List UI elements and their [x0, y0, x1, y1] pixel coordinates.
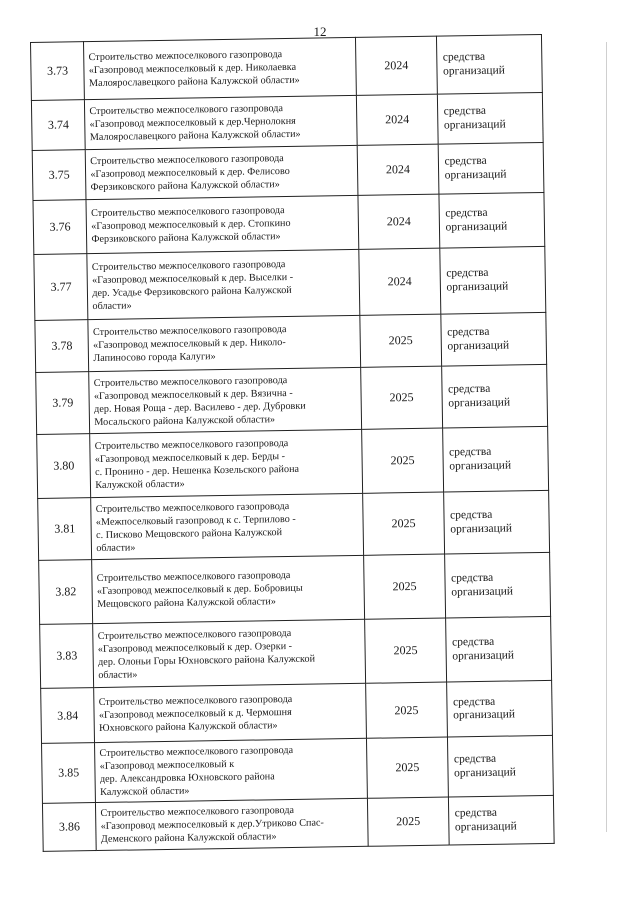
row-year: 2025 [361, 366, 442, 429]
description-line: «Межпоселковый газопровод к с. Терпилово - [95, 513, 296, 528]
funding-source-line: средства [446, 266, 489, 280]
table-row [31, 34, 543, 100]
funding-source-line: средства [449, 508, 493, 522]
funding-source-line: организаций [451, 584, 514, 598]
description-line: «Газопровод межпоселковый к дер. Вязична - [93, 387, 293, 402]
row-number: 3.73 [31, 42, 85, 101]
row-number: 3.82 [39, 560, 93, 625]
description-line: Строительство межпоселкового газопровода [98, 693, 293, 708]
row-year: 2024 [356, 36, 437, 95]
row-description [86, 195, 359, 253]
row-number: 3.85 [42, 743, 96, 804]
description-line: дер. Олоньи Горы Юхновского района Калужской [97, 653, 316, 668]
description-line: Строительство межпоселкового газопровода [90, 153, 284, 168]
funding-source-line: средства [454, 806, 498, 820]
row-description [87, 249, 360, 319]
funding-source-line: организаций [446, 280, 509, 293]
funding-source-line: средства [445, 206, 488, 220]
description-line: «Газопровод межпоселковый к дер.Чернолокня [89, 115, 296, 131]
row-description [86, 145, 359, 199]
row-funding-source [436, 34, 542, 94]
description-line: Строительство межпоселкового газопровода [90, 205, 285, 220]
row-funding-source [446, 680, 552, 737]
row-description [90, 429, 363, 497]
row-description [93, 619, 366, 687]
description-line: Калужской области» [95, 478, 185, 491]
description-line: Строительство межпоселкового газопровода [94, 437, 289, 452]
table-row [38, 490, 550, 560]
description-line: «Газопровод межпоселковый к д. Чермошня [98, 706, 292, 721]
description-line: с. Пронино - дер. Нешенка Козельского района [95, 463, 300, 478]
row-number: 3.77 [34, 254, 88, 321]
row-number: 3.79 [36, 372, 90, 435]
description-line: Строительство межпоселкового газопровода [89, 103, 284, 118]
row-funding-source [444, 552, 550, 618]
table-row [34, 246, 546, 320]
row-funding-source [440, 312, 546, 366]
funding-source-line: средства [450, 571, 494, 585]
row-funding-source [445, 616, 551, 682]
funding-source-line: организаций [453, 708, 516, 722]
table-row [41, 680, 553, 743]
funding-source-line: средства [444, 154, 487, 168]
description-line: Строительство межпоселкового газопровода [100, 804, 295, 819]
table-row [36, 364, 548, 434]
row-description [95, 738, 368, 802]
row-year: 2025 [360, 314, 441, 367]
description-line: области» [96, 541, 136, 554]
description-line: «Газопровод межпоселковый к дер. Фелисово [90, 165, 290, 181]
row-year: 2025 [362, 428, 443, 493]
description-line: Строительство межпоселкового газопровода [92, 324, 287, 339]
description-line: «Газопровод межпоселковый к дер.Утриково Спас- [100, 817, 324, 832]
funding-source-line: организаций [450, 521, 513, 535]
description-line: Мосальского района Калужской области» [94, 413, 276, 428]
row-funding-source [442, 426, 548, 492]
description-line: Лапиносово города Калуги» [93, 351, 216, 365]
row-number: 3.74 [31, 100, 85, 151]
row-description [85, 95, 358, 149]
table-row [42, 735, 554, 803]
funding-source-line: организаций [454, 819, 517, 833]
page-edge-line [606, 42, 607, 832]
funding-source-line: средства [443, 104, 486, 118]
table-row [42, 795, 554, 851]
description-line: Малоярославецкого района Калужской области» [89, 128, 301, 144]
description-line: «Газопровод межпоселковый к дер. Берды - [94, 450, 286, 465]
table-row [37, 426, 549, 498]
description-line: Мещовского района Калужской области» [97, 596, 277, 611]
description-line: Строительство межпоселкового газопровода [99, 744, 294, 759]
funding-source-line: организаций [447, 339, 510, 352]
description-line: Строительство межпоселкового газопровода [93, 374, 288, 389]
funding-source-line: средства [451, 635, 495, 649]
row-description [88, 315, 361, 371]
row-year: 2025 [368, 797, 449, 846]
description-line: «Газопровод межпоселковый к дер. Озерки - [97, 640, 293, 655]
row-year: 2024 [357, 94, 438, 145]
page-number: 12 [313, 24, 327, 39]
table-row [40, 616, 552, 688]
funding-source-line: организаций [448, 396, 511, 409]
row-year: 2025 [366, 682, 447, 738]
description-line: с. Писково Мещовского района Калужской [95, 526, 283, 541]
funding-source-line: организаций [445, 220, 508, 233]
row-year: 2025 [364, 554, 445, 619]
row-funding-source [441, 364, 547, 428]
funding-source-line: средства [448, 445, 492, 459]
funding-source-line: средства [447, 325, 490, 339]
description-line: Строительство межпоселкового газопровода [88, 49, 283, 64]
row-number: 3.84 [41, 688, 95, 744]
funding-source-line: средства [442, 50, 486, 64]
row-year: 2025 [363, 492, 444, 555]
funding-source-line: организаций [443, 64, 505, 78]
funding-source-line: организаций [454, 765, 516, 779]
funding-source-line: организаций [444, 168, 507, 182]
description-line: Ферзиковского района Калужской области» [90, 179, 280, 194]
row-funding-source [439, 246, 545, 314]
row-year: 2024 [357, 144, 438, 195]
description-line: Малоярославецкого района Калужской области» [88, 74, 300, 90]
row-description [94, 683, 367, 742]
table-row [33, 192, 545, 254]
description-line: Ферзиковского района Калужской области» [91, 231, 281, 246]
description-line: Деменского района Калужской области» [100, 831, 277, 845]
funding-source-line: средства [452, 695, 496, 708]
description-line: Строительство межпоселкового газопровода [95, 500, 290, 515]
description-line: Юхновского района Калужской области» [99, 719, 278, 734]
row-year: 2024 [359, 248, 440, 315]
row-description [91, 493, 364, 559]
row-description [92, 555, 365, 623]
table-row [35, 312, 547, 372]
row-funding-source [437, 92, 543, 144]
description-line: дер. Усадье Ферзиковского района Калужской [92, 284, 292, 299]
table-row [32, 142, 544, 200]
description-line: Строительство межпоселкового газопровода [96, 569, 291, 585]
row-description [84, 37, 357, 99]
row-funding-source [439, 192, 545, 248]
description-line: области» [98, 668, 138, 681]
construction-table [30, 34, 555, 852]
funding-source-line: организаций [443, 118, 506, 132]
description-line: дер. Новая Роща - дер. Василево - дер. Дубровки [94, 400, 306, 415]
row-description [96, 798, 369, 850]
description-line: Строительство межпоселкового газопровода [97, 627, 292, 642]
row-year: 2025 [365, 618, 446, 683]
funding-source-line: средства [448, 382, 491, 396]
description-line: «Газопровод межпоселковый к дер. Выселки - [91, 271, 294, 286]
description-line: области» [92, 299, 132, 312]
funding-source-line: средства [453, 752, 497, 766]
funding-source-line: организаций [452, 648, 515, 662]
description-line: Калужской области» [100, 785, 190, 798]
row-number: 3.81 [38, 498, 92, 561]
description-line: «Газопровод межпоселковый к дер. Николо- [93, 337, 286, 352]
row-number: 3.83 [40, 624, 94, 689]
row-funding-source [448, 795, 554, 845]
row-year: 2024 [358, 194, 439, 249]
funding-source-line: организаций [449, 458, 512, 472]
row-number: 3.80 [37, 434, 91, 499]
table-row [31, 92, 543, 150]
row-funding-source [447, 735, 553, 797]
description-line: «Газопровод межпоселковый к [99, 758, 235, 772]
table-row [39, 552, 551, 624]
row-number: 3.86 [42, 803, 96, 852]
row-number: 3.78 [35, 320, 89, 373]
row-number: 3.76 [33, 200, 87, 255]
description-line: «Газопровод межпоселковый к дер. Николаевка [88, 61, 297, 77]
row-funding-source [443, 490, 549, 554]
row-description [89, 367, 362, 433]
description-line: дер. Александровка Юхновского района [99, 770, 275, 785]
description-line: Строительство межпоселкового газопровода [91, 258, 286, 273]
row-year: 2025 [367, 737, 448, 798]
description-line: «Газопровод межпоселковый к дер. Стопкино [91, 217, 291, 233]
row-number: 3.75 [32, 150, 86, 201]
description-line: «Газопровод межпоселковый к дер. Бобровицы [96, 582, 303, 598]
row-funding-source [438, 142, 544, 194]
